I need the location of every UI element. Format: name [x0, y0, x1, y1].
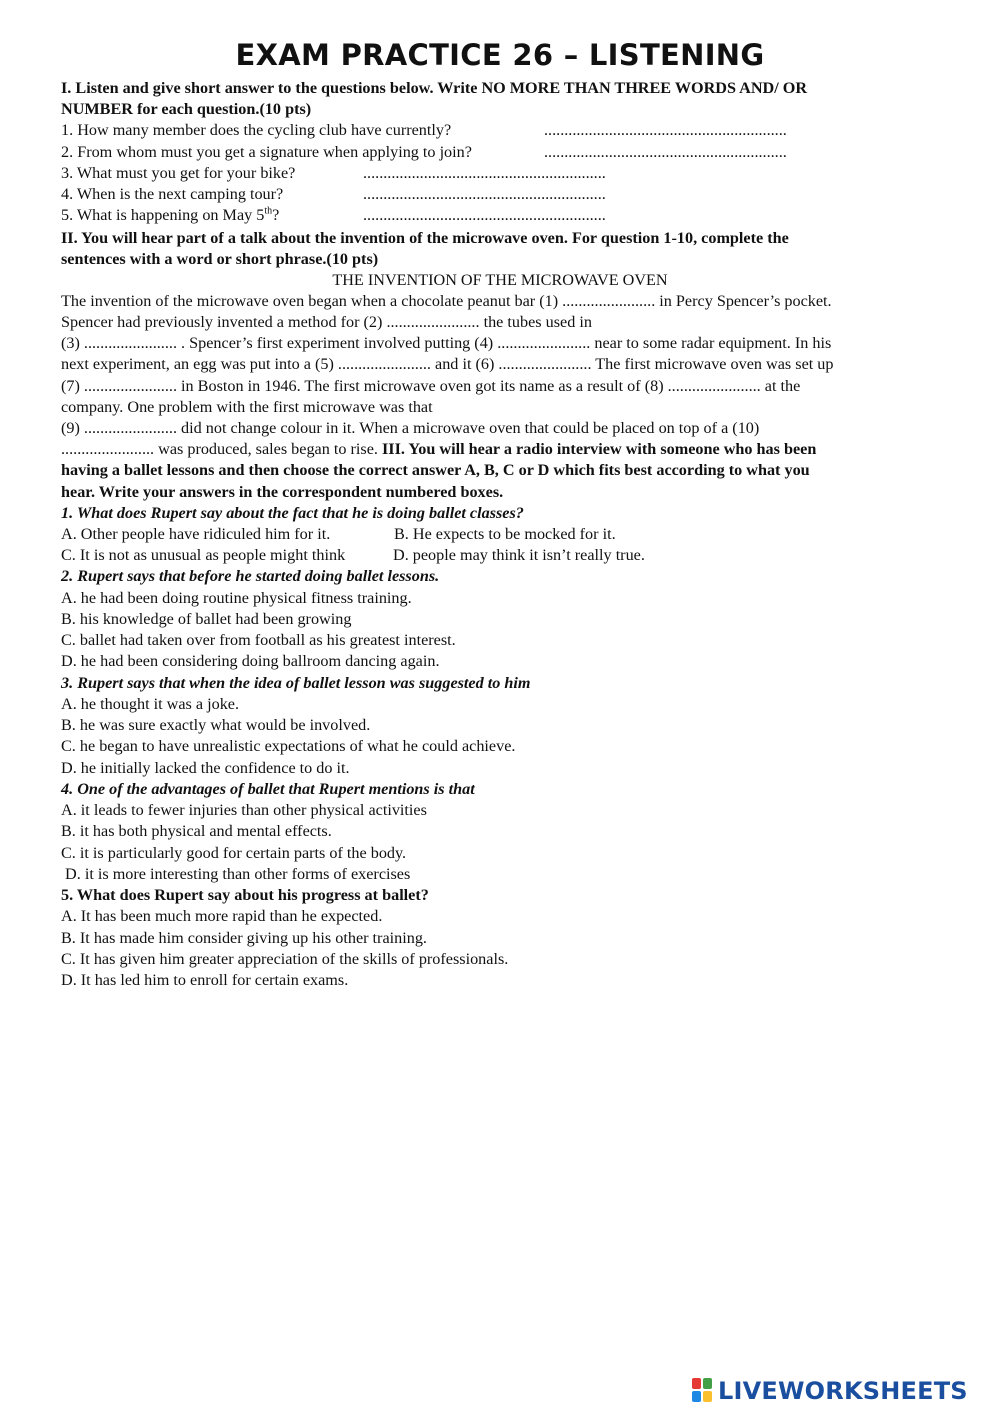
option-b[interactable]: B. It has made him consider giving up his other training.	[61, 929, 427, 947]
logo-mark-icon	[692, 1378, 714, 1404]
short-answer-question-3	[61, 163, 939, 184]
section1-instruction-line2: NUMBER for each question.(10 pts)	[61, 100, 312, 118]
passage-line-6: company. One problem with the first microwave was that	[61, 398, 433, 416]
section3-instruction-line1: III. You will hear a radio interview with someone who has been	[381, 440, 817, 458]
short-answer-question-2	[61, 142, 939, 163]
option-a[interactable]: A. Other people have ridiculed him for it.	[61, 525, 331, 543]
section3-instruction-line2: having a ballet lessons and then choose the correct answer A, B, C or D which fits best according to what you	[61, 461, 810, 479]
section3-instruction-line3: hear. Write your answers in the correspondent numbered boxes.	[61, 483, 504, 501]
mc-question-1-row-cd	[61, 545, 939, 566]
page-title: EXAM PRACTICE 26 – LISTENING	[235, 38, 765, 72]
passage-line-8	[61, 439, 939, 460]
section2-instruction-line2: sentences with a word or short phrase.(10 pts)	[61, 250, 379, 268]
question-text: 5. What is happening on May 5th?	[61, 205, 280, 224]
short-answer-question-5	[61, 205, 939, 226]
answer-blank[interactable]: ............................................................	[363, 185, 606, 203]
option-c[interactable]: C. It is not as unusual as people might think	[61, 546, 346, 564]
option-a[interactable]: A. It has been much more rapid than he expected.	[61, 907, 383, 925]
option-c[interactable]: C. it is particularly good for certain parts of the body.	[61, 844, 407, 862]
passage-line-4: next experiment, an egg was put into a (5) ....................... and it (6) ....................... The first microwave oven was set up	[61, 355, 834, 373]
mc-question-3: 3. Rupert says that when the idea of ballet lesson was suggested to him	[61, 674, 531, 692]
passage-line-3: (3) ....................... . Spencer’s first experiment involved putting (4) ....................... near to some radar equipment. In his	[61, 334, 832, 352]
section1-instruction-line1: I. Listen and give short answer to the questions below. Write NO MORE THAN THREE WORDS AND/ OR	[61, 79, 808, 97]
passage-line-5: (7) ....................... in Boston in 1946. The first microwave oven got its name as a result of (8) ....................... at the	[61, 377, 801, 395]
option-d[interactable]: D. it is more interesting than other forms of exercises	[61, 865, 411, 883]
short-answer-question-1	[61, 120, 939, 141]
passage-line-8-text: ....................... was produced, sales began to rise.	[61, 440, 382, 458]
mc-question-1-row-ab	[61, 524, 939, 545]
option-d[interactable]: D. he initially lacked the confidence to do it.	[61, 759, 350, 777]
option-c[interactable]: C. It has given him greater appreciation of the skills of professionals.	[61, 950, 509, 968]
mc-question-4: 4. One of the advantages of ballet that Rupert mentions is that	[61, 780, 475, 798]
answer-blank[interactable]: ............................................................	[363, 206, 606, 224]
logo-text: LIVEWORKSHEETS	[718, 1377, 968, 1405]
option-b[interactable]: B. He expects to be mocked for it.	[394, 525, 616, 543]
mc-question-1: 1. What does Rupert say about the fact that he is doing ballet classes?	[61, 504, 524, 522]
option-b[interactable]: B. his knowledge of ballet had been growing	[61, 610, 352, 628]
option-d[interactable]: D. It has led him to enroll for certain exams.	[61, 971, 349, 989]
answer-blank[interactable]: ............................................................	[363, 164, 606, 182]
option-d[interactable]: D. people may think it isn’t really true.	[393, 546, 645, 564]
answer-blank[interactable]: ............................................................	[544, 143, 787, 161]
question-text: 4. When is the next camping tour?	[61, 185, 284, 203]
passage-line-2: Spencer had previously invented a method for (2) ....................... the tubes used in	[61, 313, 592, 331]
answer-blank[interactable]: ............................................................	[544, 121, 787, 139]
option-b[interactable]: B. it has both physical and mental effects.	[61, 822, 332, 840]
passage-line-1: The invention of the microwave oven began when a chocolate peanut bar (1) ....................... in Percy Spencer’s pocket.	[61, 292, 832, 310]
passage-line-7: (9) ....................... did not change colour in it. When a microwave oven that could be placed on top of a (10)	[61, 419, 760, 437]
question-text: 2. From whom must you get a signature when applying to join?	[61, 143, 472, 161]
section2-heading: THE INVENTION OF THE MICROWAVE OVEN	[332, 271, 668, 289]
option-d[interactable]: D. he had been considering doing ballroom dancing again.	[61, 652, 440, 670]
liveworksheets-logo[interactable]	[692, 1376, 968, 1406]
mc-question-5: 5. What does Rupert say about his progress at ballet?	[61, 886, 429, 904]
option-b[interactable]: B. he was sure exactly what would be involved.	[61, 716, 371, 734]
question-text: 3. What must you get for your bike?	[61, 164, 296, 182]
option-a[interactable]: A. it leads to fewer injuries than other physical activities	[61, 801, 427, 819]
option-a[interactable]: A. he thought it was a joke.	[61, 695, 240, 713]
option-c[interactable]: C. he began to have unrealistic expectations of what he could achieve.	[61, 737, 516, 755]
question-text: 1. How many member does the cycling club have currently?	[61, 121, 452, 139]
mc-question-2: 2. Rupert says that before he started doing ballet lessons.	[61, 567, 440, 585]
short-answer-question-4	[61, 184, 939, 205]
option-a[interactable]: A. he had been doing routine physical fitness training.	[61, 589, 412, 607]
section2-instruction-line1: II. You will hear part of a talk about the invention of the microwave oven. For question 1-10, complete the	[61, 229, 789, 247]
option-c[interactable]: C. ballet had taken over from football as his greatest interest.	[61, 631, 456, 649]
